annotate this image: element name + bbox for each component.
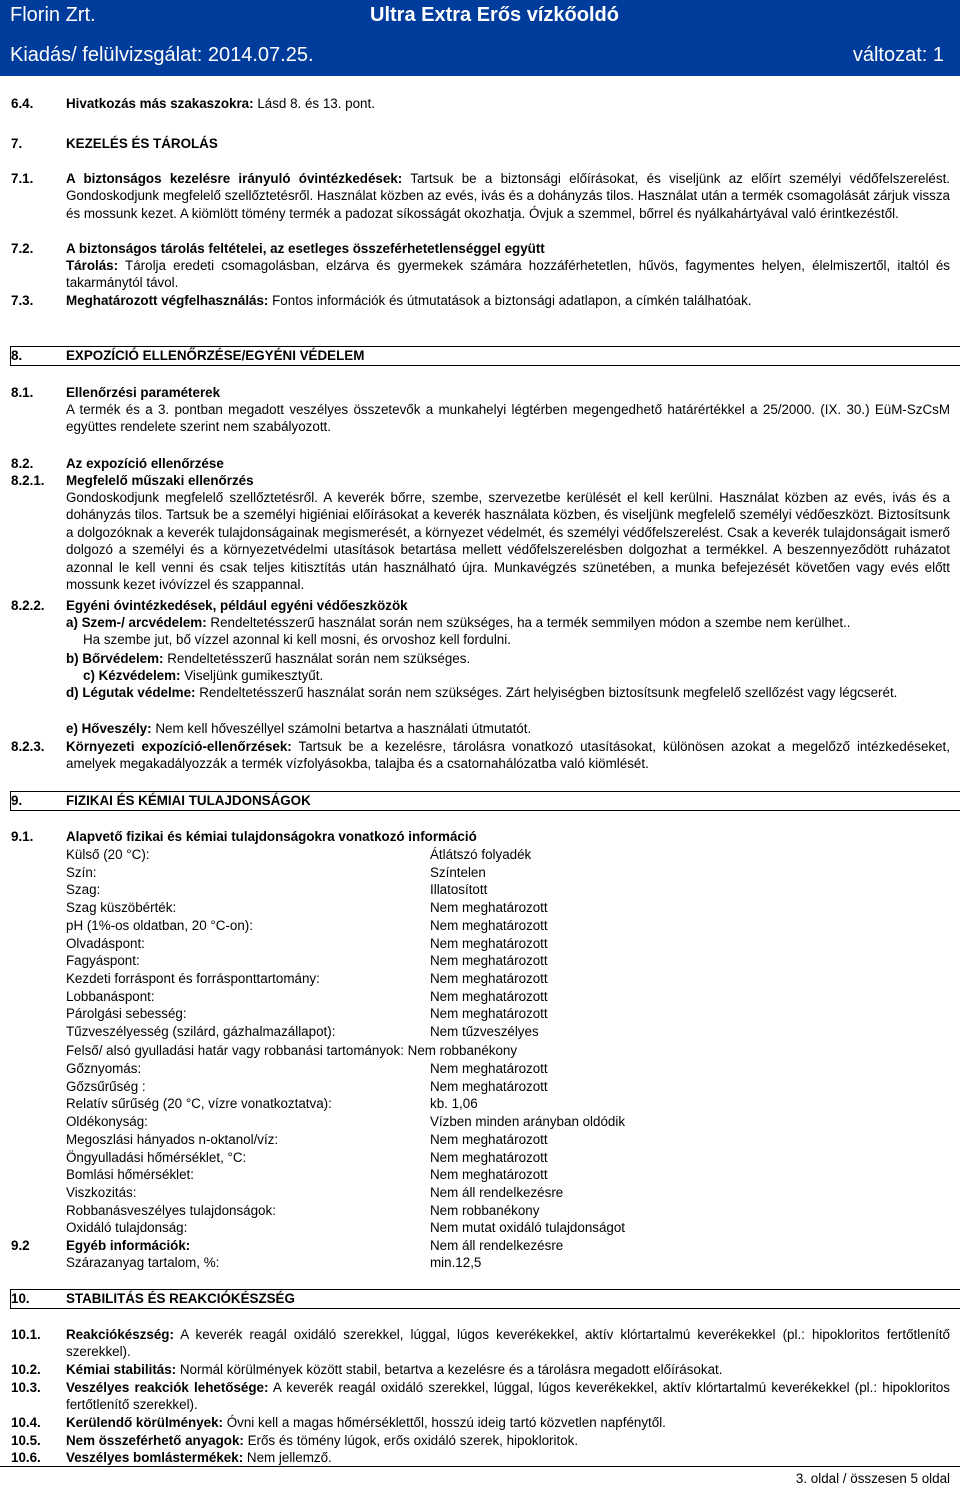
section-text: Óvni kell a magas hőmérséklettől, hosszú ideig tartó közvetlen napfénytől. (226, 1415, 666, 1430)
section-number: 7.1. (11, 171, 34, 186)
section-header-8 (10, 346, 960, 366)
respiratory-protection-label: d) Légutak védelme: (66, 685, 196, 700)
section-number: 10.6. (11, 1450, 41, 1465)
section-text: Erős és tömény lúgok, erős oxidáló szerek, hipokloritok. (247, 1433, 579, 1448)
dry-matter-label: Szárazanyag tartalom, %: (66, 1255, 220, 1270)
section-number: 7.2. (11, 241, 34, 256)
section-label: Alapvető fizikai és kémiai tulajdonságokra vonatkozó információ (66, 829, 477, 844)
thermal-hazard-label: e) Hőveszély: (66, 721, 152, 736)
document-header (0, 0, 960, 76)
revision-date: Kiadás/ felülvizsgálat: 2014.07.25. (10, 44, 314, 66)
property-value: Nem meghatározott (430, 1061, 548, 1076)
storage-value: Tárolja eredeti csomagolásban, elzárva és gyermekek számára hozzáférhetetlen, hűvös, fagymentes helyen, élelmiszertől, italtól és takarmánytól távol. (66, 258, 950, 291)
property-value: Nem meghatározott (430, 970, 548, 986)
skin-protection-text: Rendeltetésszerű használat során nem szükséges. (167, 651, 471, 666)
section-title: STABILITÁS ÉS REAKCIÓKÉSZSÉG (66, 1291, 295, 1306)
property-value: Nem meghatározott (430, 1078, 548, 1094)
explosion-limits: Felső/ alsó gyulladási határ vagy robbanási tartományok: Nem robbanékony (66, 1043, 518, 1058)
section-number: 8.2.2. (11, 598, 45, 613)
property-label: Megoszlási hányados n-oktanol/víz: (66, 1131, 279, 1147)
section-label: Hivatkozás más szakaszokra: (66, 96, 254, 111)
section-number: 8.2.3. (11, 739, 45, 754)
section-text: A keverék reagál oxidáló szerekkel, lúggal, lúgos keverékekkel, aktív klórtartalmú keverékekkel (pl.: hipokloritos fertőtlenítő szerekkel). (66, 1327, 951, 1360)
property-value: Színtelen (430, 864, 486, 880)
section-number: 10.5. (11, 1433, 41, 1448)
property-value: Nem meghatározott (430, 988, 548, 1004)
hand-protection (83, 667, 950, 684)
section-label: Nem összeférhető anyagok: (66, 1433, 244, 1448)
skin-protection-label: b) Bőrvédelem: (66, 651, 164, 666)
property-value: Nem tűzveszélyes (430, 1024, 539, 1039)
respiratory-protection-text: Rendeltetésszerű használat során nem szükséges. Zárt helyiségben biztosítsunk megfelelő szellőzést vagy légcserét. (199, 685, 898, 700)
property-value: Nem meghatározott (430, 935, 548, 951)
eye-protection-text: Rendeltetésszerű használat során nem szükséges, ha a termék semmilyen módon a szembe nem kerülhet.. (210, 615, 851, 630)
section-number: 10. (11, 1291, 30, 1306)
section-10-4 (66, 1414, 950, 1431)
section-10-1 (66, 1326, 950, 1361)
section-10-6 (66, 1449, 950, 1466)
property-value: kb. 1,06 (430, 1096, 478, 1112)
section-number: 10.2. (11, 1362, 41, 1377)
skin-protection (66, 650, 950, 667)
property-value: Nem meghatározott (430, 1131, 548, 1147)
section-label: Ellenőrzési paraméterek (66, 385, 221, 400)
section-text: Gondoskodjunk megfelelő szellőztetésről. A keverék bőrre, szembe, szervezetbe kerülését el kell kerülni. Használat közben az evés, ivás és a dohányzás tilos. Tartsuk be a személyi higiéniai előírásokat a keverék használata közben, és viseljünk megfelelő személyi védőeszközt. Biztosítsunk a dolgozóknak a keverék tulajdonságainak megismerését, a környezet védelmét, és személyi védőfelszerelést. Csak a keverék tulajdonságait ismerő dolgozó a személyi és a környezetvédelmi utasítások betartása mellett védőfelszerelésben dolgozhat a termékkel. A beszennyeződött ruházatot azonnal le kell venni és csak teljes kitisztítás után használható újra. Munkavégzés szünetében, a munka befejezését követően vagy evés előtt mossunk kezet ivóvízzel és szappannal. (66, 490, 950, 593)
section-title: KEZELÉS ÉS TÁROLÁS (66, 136, 218, 151)
section-10-5 (66, 1432, 950, 1449)
version: változat: 1 (852, 44, 944, 66)
section-text: A keverék reagál oxidáló szerekkel, lúggal, lúgos keverékekkel, aktív klórtartalmú keverékekkel (pl.: hipokloritos fertőtlenítő szerekkel). (66, 1380, 950, 1413)
property-label: Szag küszöbérték: (66, 900, 177, 916)
property-value: Nem meghatározott (430, 900, 548, 916)
section-text: Lásd 8. és 13. pont. (257, 96, 375, 111)
section-number: 8. (11, 348, 23, 363)
respiratory-protection (66, 684, 950, 701)
property-value: Átlátszó folyadék (430, 847, 532, 862)
section-text: Normál körülmények között stabil, betartva a kezelésre és a tárolásra megadott előírásokat. (179, 1362, 723, 1377)
property-label: Külső (20 °C): (66, 847, 150, 862)
section-text: Tartsuk be a biztonsági előírásokat, és viseljünk az előírt személyi védőfelszerelést. Gondoskodjunk megfelelő szellőztetésről. Használat közben az evés, ivás és a dohányzás tilos. Használat után a termék csomagolását zárjuk vissza és mossunk kezet. A kiömlött tömény termék a padozat síkosságát okozhatja. Óvjuk a szemmel, bőrrel és nyálkahártyával való érintkezéstől. (66, 171, 951, 221)
section-label: Környezeti expozíció-ellenőrzések: (66, 739, 292, 754)
property-value: Nem áll rendelkezésre (430, 1184, 564, 1200)
section-header-10 (10, 1289, 960, 1309)
section-number: 7.3. (11, 293, 34, 308)
storage-label: Tárolás: (66, 258, 119, 273)
property-label: Oldékonyság: (66, 1114, 148, 1130)
section-8-2-3 (66, 738, 950, 773)
section-text: A termék és a 3. pontban megadott veszélyes összetevők a munkahelyi légtérben megengedhető határértékkel a 25/2000. (IX. 30.) EüM-SzCsM együttes rendelete szerint nem szabályozott. (66, 402, 950, 435)
property-label: Olvadáspont: (66, 935, 145, 951)
section-10-2 (66, 1361, 950, 1378)
section-7-1 (66, 170, 950, 222)
section-number: 6.4. (11, 96, 34, 111)
product-name: Ultra Extra Erős vízkőoldó (370, 4, 619, 26)
page-footer: 3. oldal / összesen 5 oldal (795, 1471, 950, 1486)
section-label: Veszélyes bomlástermékek: (66, 1450, 244, 1465)
section-number: 8.2. (11, 456, 34, 471)
section-title: FIZIKAI ÉS KÉMIAI TULAJDONSÁGOK (66, 793, 311, 808)
eye-protection-text-2: Ha szembe jut, bő vízzel azonnal ki kell mosni, és orvoshoz kell fordulni. (83, 632, 511, 647)
property-label: Lobbanáspont: (66, 988, 155, 1004)
property-label: Viszkozitás: (66, 1184, 137, 1200)
property-label: Tűzveszélyesség (szilárd, gázhalmazállapot): (66, 1024, 336, 1039)
property-label: Szag: (66, 882, 101, 898)
section-text: Fontos információk és útmutatások a biztonsági adatlapon, a címkén találhatóak. (272, 293, 752, 308)
property-label: Párolgási sebesség: (66, 1006, 187, 1022)
section-label: Egyéni óvintézkedések, például egyéni védőeszközök (66, 598, 408, 613)
section-label: Megfelelő műszaki ellenőrzés (66, 473, 254, 488)
eye-protection (66, 614, 950, 631)
section-number: 10.1. (11, 1327, 41, 1342)
dry-matter-value: min.12,5 (430, 1255, 482, 1270)
footer-divider (0, 1466, 960, 1467)
thermal-hazard-text: Nem kell hőveszéllyel számolni betartva a használati útmutatót. (155, 721, 532, 736)
section-label: Kerülendő körülmények: (66, 1415, 224, 1430)
section-number: 7. (11, 136, 23, 151)
property-label: Szín: (66, 864, 97, 880)
section-label: Veszélyes reakciók lehetősége: (66, 1380, 269, 1395)
property-label: Fagyáspont: (66, 953, 140, 969)
section-label: Reakciókészség: (66, 1327, 174, 1342)
property-value: Vízben minden arányban oldódik (430, 1114, 626, 1130)
eye-protection-label: a) Szem-/ arcvédelem: (66, 615, 207, 630)
section-label: Kémiai stabilitás: (66, 1362, 177, 1377)
property-value: Nem robbanékony (430, 1202, 540, 1218)
property-label: pH (1%-os oldatban, 20 °C-on): (66, 917, 253, 933)
property-label: Kezdeti forráspont és forrásponttartomány: (66, 970, 320, 986)
property-label: Gőznyomás: (66, 1061, 142, 1076)
section-6-4 (66, 95, 950, 112)
property-value: Nem mutat oxidáló tulajdonságot (430, 1220, 626, 1236)
section-label: A biztonságos kezelésre irányuló óvintézkedések: (66, 171, 403, 186)
property-label: Gőzsűrűség : (66, 1078, 146, 1094)
section-title: EXPOZÍCIÓ ELLENŐRZÉSE/EGYÉNI VÉDELEM (66, 348, 365, 363)
other-info-label: Egyéb információk: (66, 1238, 191, 1253)
section-number: 9.2 (11, 1238, 30, 1253)
section-number: 8.1. (11, 385, 34, 400)
section-number: 9. (11, 793, 23, 808)
section-number: 10.4. (11, 1415, 41, 1430)
section-text: Nem jellemző. (246, 1450, 332, 1465)
section-number: 10.3. (11, 1380, 41, 1395)
section-label: Az expozíció ellenőrzése (66, 456, 224, 471)
section-number: 8.2.1. (11, 473, 45, 488)
property-label: Robbanásveszélyes tulajdonságok: (66, 1202, 276, 1218)
hand-protection-label: c) Kézvédelem: (83, 668, 181, 683)
property-label: Relatív sűrűség (20 °C, vízre vonatkoztatva): (66, 1096, 332, 1112)
property-label: Oxidáló tulajdonság: (66, 1220, 188, 1236)
section-label: Meghatározott végfelhasználás: (66, 293, 269, 308)
property-label: Öngyulladási hőmérséklet, °C: (66, 1149, 247, 1165)
property-value: Nem meghatározott (430, 1006, 548, 1022)
property-value: Nem meghatározott (430, 917, 548, 933)
other-info-value: Nem áll rendelkezésre (430, 1238, 564, 1253)
property-value: Nem meghatározott (430, 1167, 548, 1183)
storage-text (66, 257, 950, 292)
section-10-3 (66, 1379, 950, 1414)
section-header-9 (10, 791, 960, 811)
section-text: Tartsuk be a kezelésre, tárolásra vonatkozó utasításokat, különösen azokat a megelőző intézkedéseket, amelyek megakadályozzák a termék vízfolyásokba, talajba és a csatornahálózatba való kiömlését. (66, 739, 950, 772)
property-value: Nem meghatározott (430, 953, 548, 969)
property-label: Bomlási hőmérséklet: (66, 1167, 195, 1183)
property-value: Illatosított (430, 882, 488, 898)
section-7-3 (66, 292, 950, 309)
property-value: Nem meghatározott (430, 1149, 548, 1165)
thermal-hazard (66, 720, 950, 737)
section-number: 9.1. (11, 829, 34, 844)
section-label: A biztonságos tárolás feltételei, az esetleges összeférhetetlenséggel együtt (66, 241, 545, 256)
hand-protection-text: Viseljünk gumikesztyűt. (184, 668, 324, 683)
company-name: Florin Zrt. (10, 4, 96, 26)
